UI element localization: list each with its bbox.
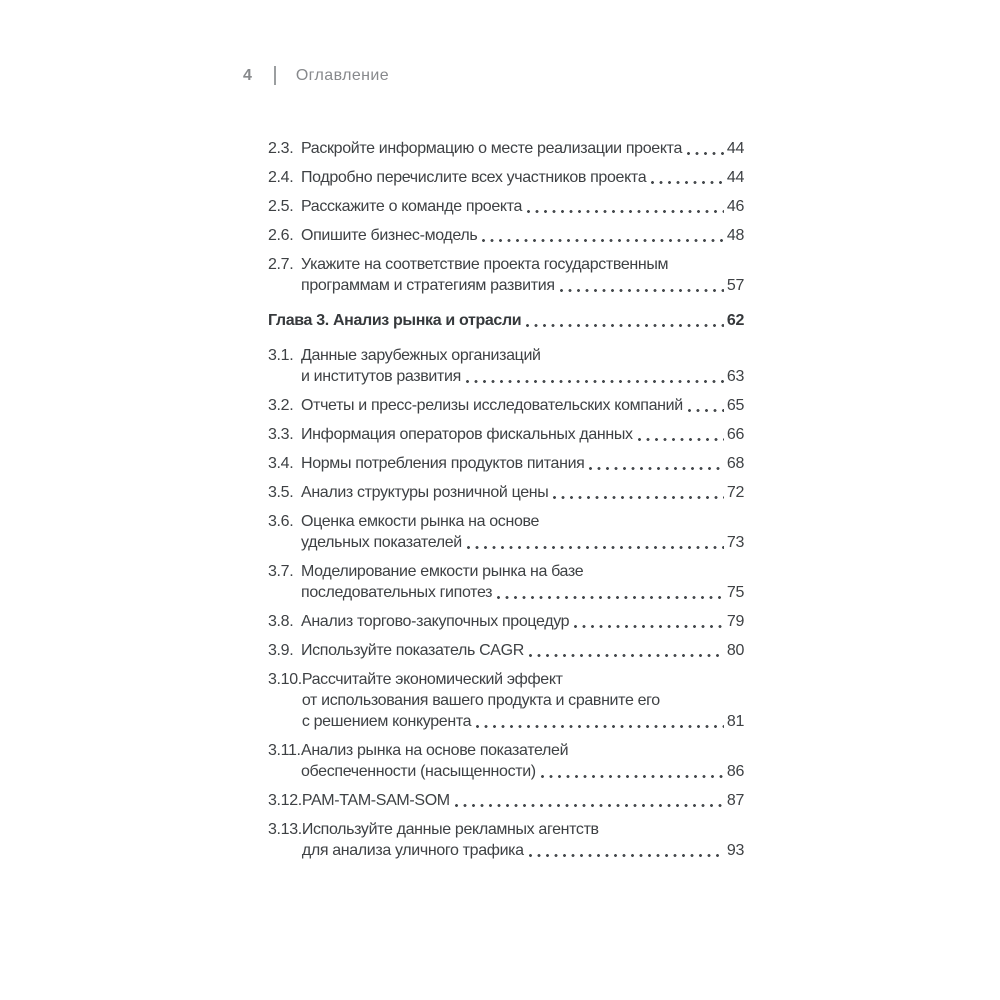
entry-number: 3.1.: [268, 347, 294, 364]
entry-last-line: [301, 640, 744, 661]
entry-number: 3.10.: [268, 671, 302, 688]
toc-entry[interactable]: [268, 611, 744, 632]
entry-title: PAM-TAM-SAM-SOM: [301, 792, 450, 809]
entry-page-number: 81: [726, 713, 744, 730]
entry-body: [301, 561, 744, 603]
toc-entry[interactable]: [268, 819, 744, 861]
entry-title: Анализ структуры розничной цены: [301, 484, 549, 501]
entry-body: [301, 511, 744, 553]
toc-entry[interactable]: [268, 225, 744, 246]
toc-chapter-entry[interactable]: [268, 310, 744, 331]
entry-text-line: от использования вашего продукта и сравните его: [301, 692, 660, 709]
entry-number: 3.6.: [268, 513, 294, 530]
running-header: [243, 66, 389, 85]
dot-leader: [497, 596, 724, 599]
entry-title: Нормы потребления продуктов питания: [301, 455, 585, 472]
toc-entry[interactable]: [268, 138, 744, 159]
dot-leader: [476, 725, 724, 728]
toc-list: [268, 138, 744, 869]
entry-body: [301, 611, 744, 632]
entry-last-line: [301, 532, 744, 553]
entry-page-number: 57: [726, 277, 744, 294]
entry-number: 2.4.: [268, 169, 294, 186]
entry-number: 3.9.: [268, 642, 294, 659]
entry-body: [302, 819, 744, 861]
entry-page-number: 62: [726, 312, 744, 329]
entry-last-line: [301, 582, 744, 603]
toc-entry[interactable]: [268, 640, 744, 661]
toc-entry[interactable]: [268, 740, 744, 782]
entry-title: обеспеченности (насыщенности): [301, 763, 536, 780]
entry-body: [301, 196, 744, 217]
dot-leader: [482, 239, 724, 242]
entry-body: [301, 138, 744, 159]
entry-title: с решением конкурента: [301, 713, 472, 730]
entry-body: [302, 669, 744, 732]
entry-last-line: [301, 482, 744, 503]
entry-text-line: Анализ рынка на основе показателей: [301, 742, 569, 759]
entry-last-line: [301, 366, 744, 387]
entry-body: [301, 453, 744, 474]
entry-body: [301, 345, 744, 387]
entry-title: Подробно перечислите всех участников проекта: [301, 169, 647, 186]
entry-number: 2.5.: [268, 198, 294, 215]
entry-last-line: [268, 310, 744, 331]
entry-page-number: 65: [726, 397, 744, 414]
toc-entry[interactable]: [268, 561, 744, 603]
entry-title: для анализа уличного трафика: [301, 842, 524, 859]
entry-body: [301, 424, 744, 445]
entry-page-number: 68: [726, 455, 744, 472]
entry-last-line: [301, 225, 744, 246]
entry-body: [301, 740, 744, 782]
entry-title: Используйте показатель CAGR: [301, 642, 524, 659]
entry-title: Анализ торгово-закупочных процедур: [301, 613, 570, 630]
toc-entry[interactable]: [268, 453, 744, 474]
toc-entry[interactable]: [268, 254, 744, 296]
header-title: Оглавление: [295, 66, 390, 84]
entry-page-number: 80: [726, 642, 744, 659]
dot-leader: [638, 438, 724, 441]
entry-body: [301, 225, 744, 246]
entry-page-number: 44: [726, 140, 744, 157]
toc-entry[interactable]: [268, 424, 744, 445]
entry-title: Раскройте информацию о месте реализации проекта: [301, 140, 683, 157]
entry-number: 2.6.: [268, 227, 294, 244]
entry-last-line: [301, 611, 744, 632]
toc-entry[interactable]: [268, 511, 744, 553]
dot-leader: [589, 467, 723, 470]
entry-number: 2.7.: [268, 256, 294, 273]
entry-page-number: 93: [726, 842, 744, 859]
entry-page-number: 75: [726, 584, 744, 601]
entry-body: [302, 790, 744, 811]
entry-number: 3.8.: [268, 613, 294, 630]
page-number: 4: [243, 66, 253, 84]
entry-number: 3.11.: [268, 742, 301, 759]
entry-last-line: [301, 138, 744, 159]
entry-number: 3.4.: [268, 455, 294, 472]
entry-page-number: 46: [726, 198, 744, 215]
dot-leader: [651, 181, 724, 184]
entry-last-line: [301, 424, 744, 445]
toc-entry[interactable]: [268, 669, 744, 732]
dot-leader: [467, 546, 724, 549]
dot-leader: [687, 152, 724, 155]
entry-page-number: 63: [726, 368, 744, 385]
entry-text-line: Укажите на соответствие проекта государственным: [301, 256, 669, 273]
entry-number: 3.7.: [268, 563, 294, 580]
dot-leader: [574, 625, 724, 628]
entry-page-number: 87: [726, 792, 744, 809]
entry-text-line: Моделирование емкости рынка на базе: [301, 563, 584, 580]
entry-number: 3.13.: [268, 821, 302, 838]
entry-last-line: [302, 790, 744, 811]
dot-leader: [688, 409, 724, 412]
entry-text-line: Рассчитайте экономический эффект: [301, 671, 563, 688]
entry-page-number: 48: [726, 227, 744, 244]
toc-entry[interactable]: [268, 196, 744, 217]
entry-body: [301, 640, 744, 661]
entry-number: 3.2.: [268, 397, 294, 414]
dot-leader: [529, 854, 724, 857]
entry-last-line: [301, 275, 744, 296]
entry-body: [268, 310, 744, 331]
dot-leader: [560, 289, 724, 292]
entry-page-number: 73: [726, 534, 744, 551]
entry-number: 3.12.: [268, 792, 302, 809]
entry-last-line: [301, 453, 744, 474]
entry-title: Расскажите о команде проекта: [301, 198, 523, 215]
entry-title: Опишите бизнес-модель: [301, 227, 478, 244]
entry-page-number: 86: [726, 763, 744, 780]
toc-entry[interactable]: [268, 167, 744, 188]
entry-last-line: [301, 196, 744, 217]
entry-body: [301, 254, 744, 296]
dot-leader: [455, 804, 724, 807]
entry-title: Глава 3. Анализ рынка и отрасли: [268, 312, 522, 329]
entry-text-line: Данные зарубежных организаций: [301, 347, 541, 364]
toc-entry[interactable]: [268, 395, 744, 416]
entry-page-number: 79: [726, 613, 744, 630]
entry-last-line: [301, 395, 744, 416]
entry-last-line: [301, 761, 744, 782]
entry-page-number: 44: [726, 169, 744, 186]
dot-leader: [529, 654, 724, 657]
toc-entry[interactable]: [268, 482, 744, 503]
entry-title: программам и стратегиям развития: [301, 277, 555, 294]
dot-leader: [526, 324, 724, 327]
entry-body: [301, 167, 744, 188]
entry-text-line: Используйте данные рекламных агентств: [301, 821, 599, 838]
entry-body: [301, 482, 744, 503]
entry-title: Отчеты и пресс-релизы исследовательских компаний: [301, 397, 683, 414]
entry-text-line: Оценка емкости рынка на основе: [301, 513, 540, 530]
dot-leader: [527, 210, 724, 213]
entry-last-line: [302, 711, 744, 732]
entry-last-line: [301, 167, 744, 188]
entry-number: 2.3.: [268, 140, 294, 157]
dot-leader: [466, 380, 724, 383]
entry-number: 3.3.: [268, 426, 294, 443]
entry-title: Информация операторов фискальных данных: [301, 426, 633, 443]
dot-leader: [541, 775, 724, 778]
entry-page-number: 72: [726, 484, 744, 501]
entry-last-line: [302, 840, 744, 861]
entry-title: и институтов развития: [301, 368, 461, 385]
entry-number: 3.5.: [268, 484, 294, 501]
entry-page-number: 66: [726, 426, 744, 443]
toc-entry[interactable]: [268, 790, 744, 811]
header-divider: [274, 66, 276, 85]
entry-title: удельных показателей: [301, 534, 462, 551]
dot-leader: [553, 496, 723, 499]
entry-body: [301, 395, 744, 416]
entry-title: последовательных гипотез: [301, 584, 493, 601]
toc-entry[interactable]: [268, 345, 744, 387]
